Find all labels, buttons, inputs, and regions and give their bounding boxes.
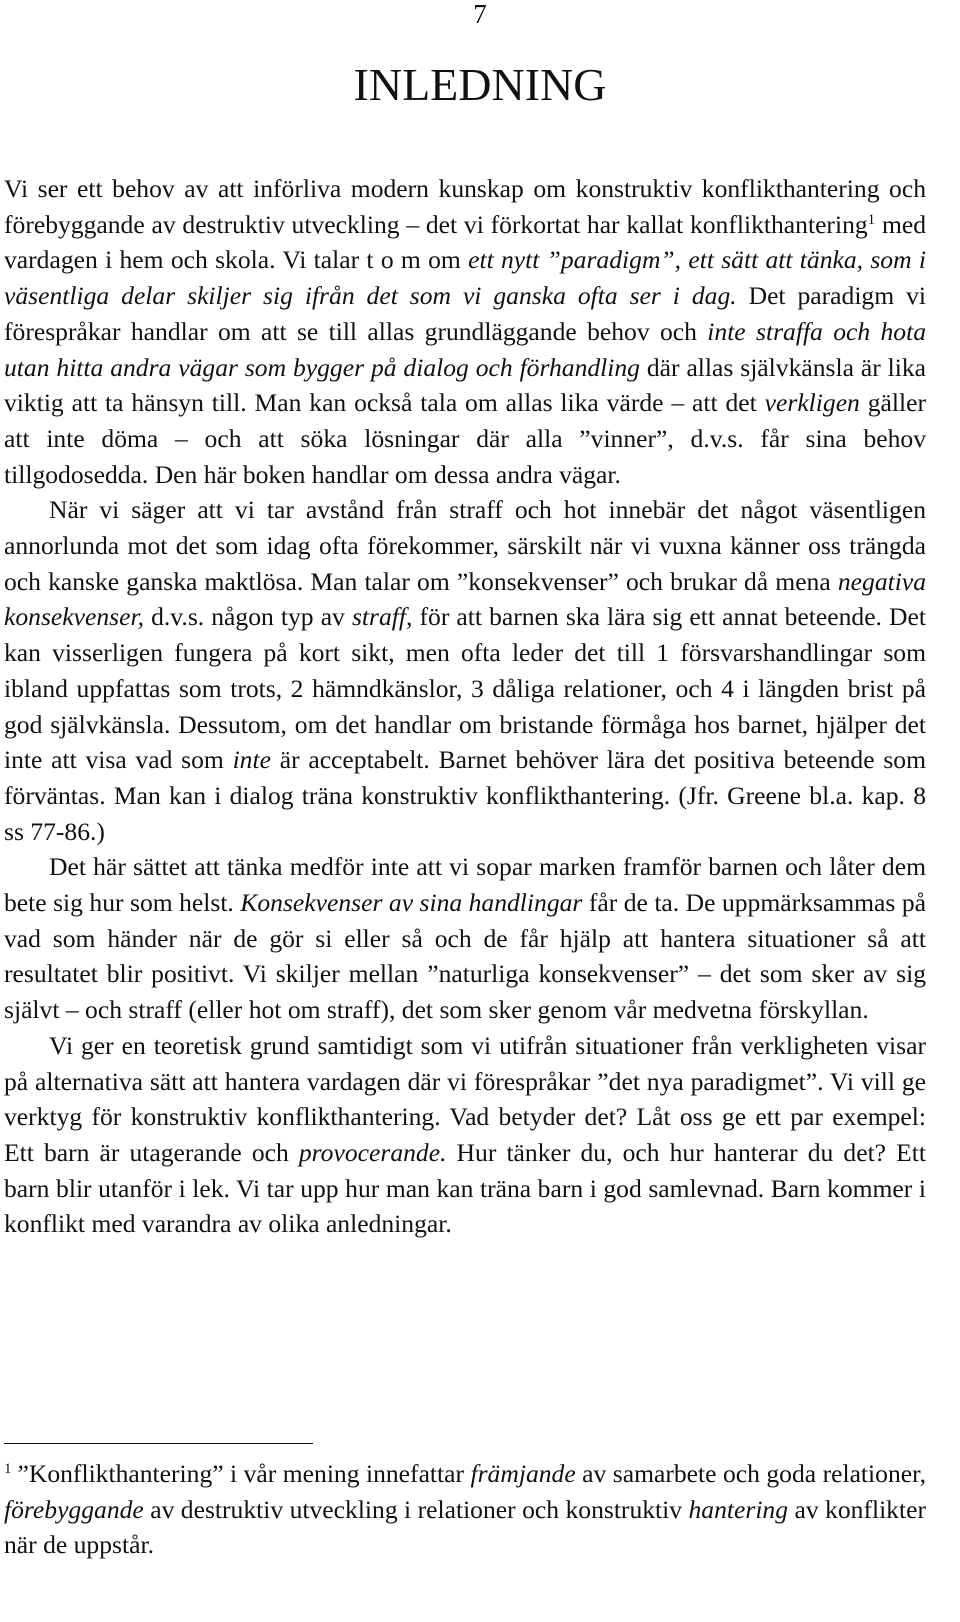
footnote xyxy=(4,1456,926,1563)
text-run: Vi ger en teoretisk grund samtidigt som vi utifrån situationer från verkligheten visar på alternativa sätt att hantera vardagen där vi förespråkar ”det nya paradigmet”. Vi vill ge verktyg för konstruktiv konflikthantering. Vad betyder det? Låt oss ge ett par exempel: Ett barn är utagerande och xyxy=(4,1030,926,1167)
text-run: där allas självkänsla är lika viktig att ta hänsyn till. Man kan också tala om allas lika värde – att det xyxy=(4,352,927,418)
italic-run: främjande xyxy=(470,1459,576,1488)
italic-run: Konsekvenser av sina handlingar xyxy=(240,888,583,918)
text-run: d.v.s. någon typ av xyxy=(144,602,352,632)
page-number: 7 xyxy=(473,0,487,29)
text-run: får de ta. De uppmärksammas på vad som händer när de gör si eller så och de får hjälp att hantera situationer så att resultatet blir positivt. Vi skiljer mellan ”naturliga konsekvenser” – det som sker av sig självt – och straff (eller hot om straff), det som sker genom vår medvetna förskyllan. xyxy=(4,888,926,1025)
italic-run: provocerande. xyxy=(298,1137,447,1167)
text-run: är acceptabelt. Barnet behöver lära det positiva beteende som förväntas. Man kan i dialog träna konstruktiv konflikthantering. (Jfr. Greene bl.a. kap. 8 ss 77-86.) xyxy=(4,745,926,846)
footnote-reference[interactable]: 1 xyxy=(867,211,876,228)
body-text xyxy=(4,171,926,1242)
footnote-divider xyxy=(4,1443,313,1444)
italic-run: förebyggande xyxy=(4,1494,144,1524)
paragraph-3 xyxy=(4,849,926,1028)
italic-run: verkligen xyxy=(764,388,860,418)
paragraph-4 xyxy=(4,1028,926,1242)
text-run: Hur tänker du, och hur hanterar du det? Ett barn blir utanför i lek. Vi tar upp hur man kan träna barn i god samlevnad. Barn kommer i konflikt med varandra av olika anledningar. xyxy=(4,1137,926,1239)
text-run: av konflikter när de uppstår. xyxy=(4,1494,926,1560)
italic-run: straff, xyxy=(351,602,413,632)
text-run: av samarbete och goda relationer, xyxy=(575,1459,926,1488)
footnote-mark: 1 xyxy=(4,1461,12,1477)
text-run: av destruktiv utveckling i relationer och konstruktiv xyxy=(143,1494,689,1524)
italic-run: hantering xyxy=(688,1494,789,1524)
text-run: gäller att inte döma – och att söka lösningar där alla ”vinner”, d.v.s. får sina behov tillgodosedda. Den här boken handlar om dessa andra vägar. xyxy=(4,388,926,489)
text-run: Vi ser ett behov av att införliva modern kunskap om konstruktiv konflikthantering och förebyggande av destruktiv utveckling – det vi förkortat har kallat konflikthantering xyxy=(4,174,926,239)
text-run: för att barnen ska lära sig ett annat beteende. Det kan visserligen fungera på kort sikt, men ofta leder det till 1 försvarshandlingar som ibland uppfattas som trots, 2 hämndkänslor, 3 dåliga relationer, och 4 i längden brist på god självkänsla. Dessutom, om det handlar om bristande förmåga hos barnet, hjälper det inte att visa vad som xyxy=(4,602,926,775)
italic-run: inte straffa och hota utan hitta andra vägar som bygger på dialog och förhandling xyxy=(4,316,927,382)
paragraph-2 xyxy=(4,492,926,849)
text-run: ”Konflikthantering” i vår mening innefattar xyxy=(17,1459,471,1488)
text-run: med vardagen i hem och skola. Vi talar t o m om xyxy=(4,209,927,275)
italic-run: inte xyxy=(232,745,271,775)
chapter-title: INLEDNING xyxy=(353,59,607,110)
paragraph-1 xyxy=(4,171,926,492)
text-run: När vi säger att vi tar avstånd från straff och hot innebär det något väsentligen annorlunda mot det som idag ofta förekommer, särskilt när vi vuxna känner oss trängda och kanske ganska maktlösa. Man talar om ”konsekvenser” och brukar då mena xyxy=(4,495,926,596)
text-run: Det här sättet att tänka medför inte att vi sopar marken framför barnen och låter dem bete sig hur som helst. xyxy=(4,852,926,918)
italic-run: negativa konsekvenser, xyxy=(4,566,926,632)
text-run: Det paradigm vi förespråkar handlar om att se till allas grundläggande behov och xyxy=(4,281,926,346)
italic-run: ett nytt ”paradigm”, ett sätt att tänka, som i väsentliga delar skiljer sig ifrån det som vi ganska ofta ser i dag. xyxy=(4,245,926,311)
